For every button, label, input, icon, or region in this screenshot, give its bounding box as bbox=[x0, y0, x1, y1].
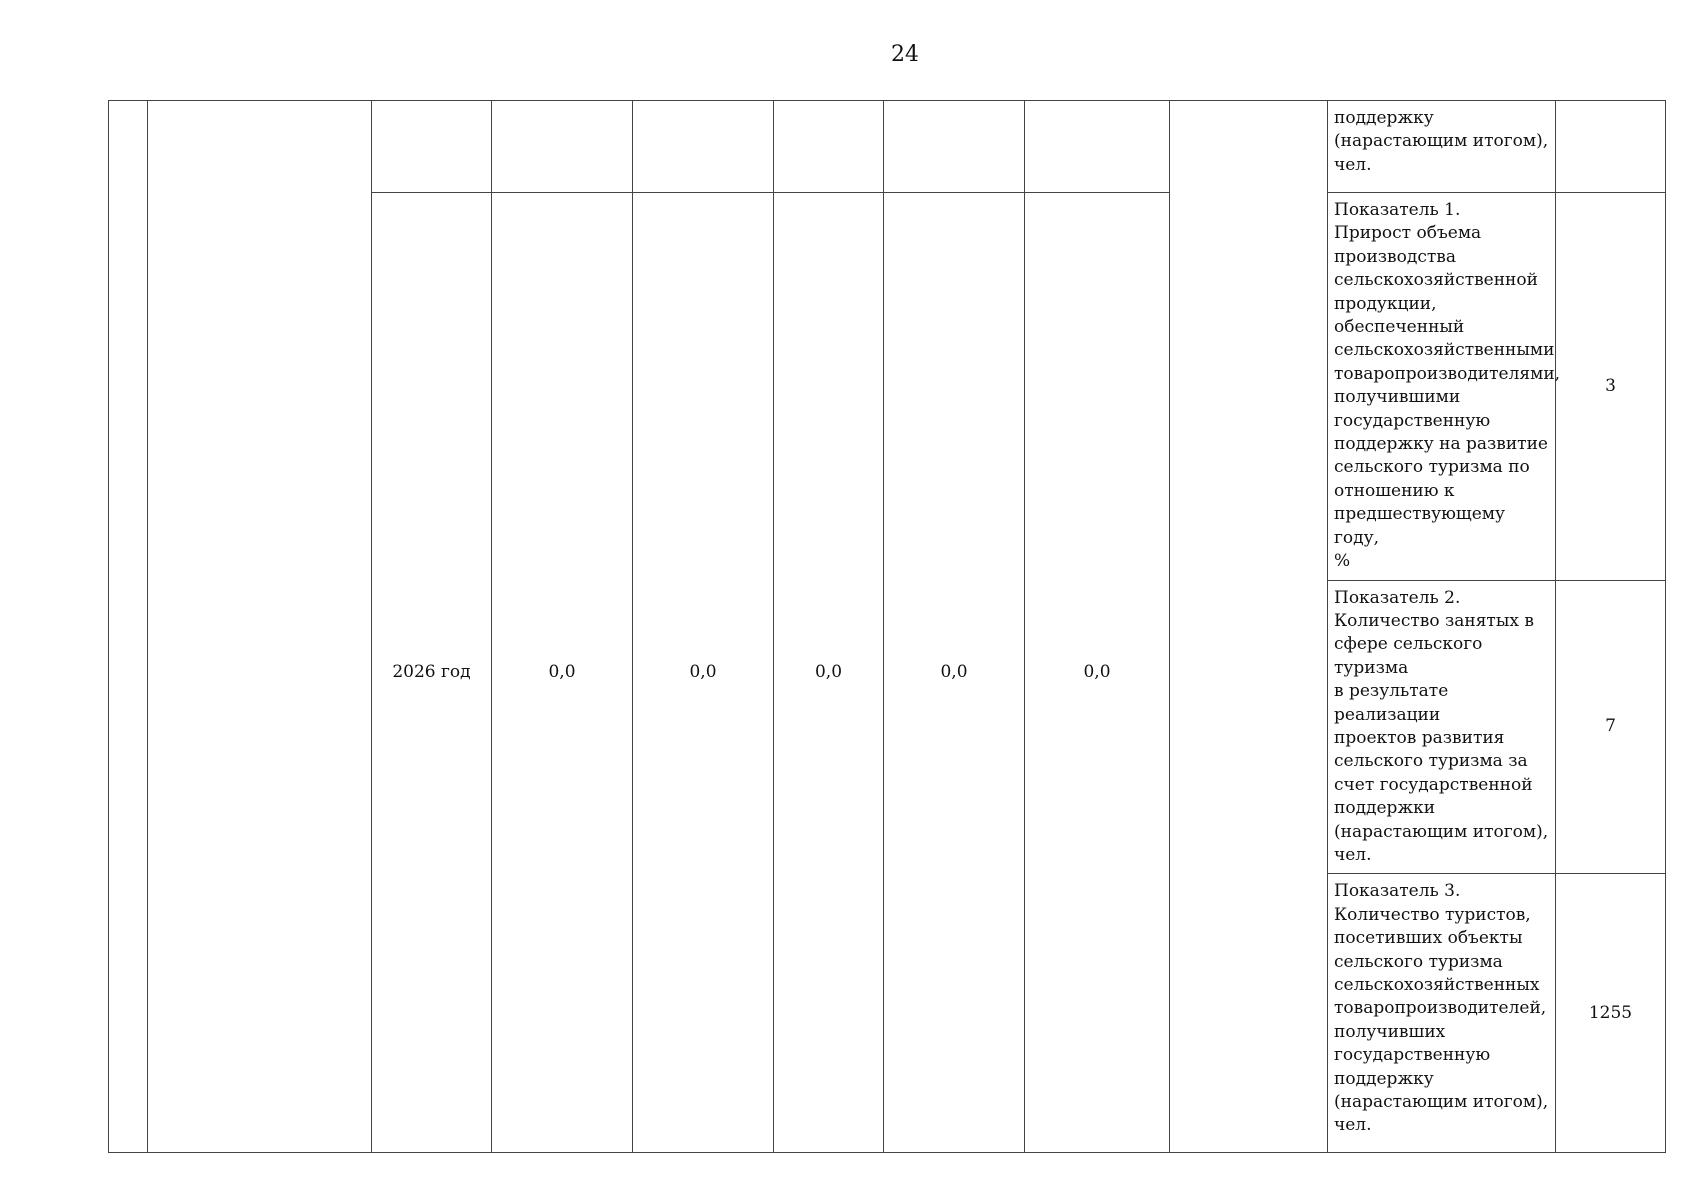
indicator-text: поддержку (нарастающим итогом), чел. bbox=[1334, 108, 1549, 175]
year-cell: 2026 год bbox=[372, 193, 492, 1153]
program-table bbox=[108, 100, 1666, 1153]
year-cell-empty bbox=[372, 101, 492, 193]
amount-cell: 0,0 bbox=[633, 193, 774, 1153]
amount-cell-empty bbox=[1025, 101, 1170, 193]
indicator-value-cell: 1255 bbox=[1556, 874, 1666, 1153]
indicator-cell bbox=[1328, 580, 1556, 874]
indicator-cell bbox=[1328, 101, 1556, 193]
number-cell bbox=[109, 101, 148, 1153]
amount-cell-empty bbox=[633, 101, 774, 193]
amount-cell: 0,0 bbox=[884, 193, 1025, 1153]
name-cell bbox=[148, 101, 372, 1153]
page-number: 24 bbox=[891, 42, 919, 67]
amount-cell-empty bbox=[492, 101, 633, 193]
indicator-value-cell bbox=[1556, 101, 1666, 193]
indicator-text: Показатель 3. Количество туристов, посетивших объекты сельского туризма сельскохозяйственных товаропроизводителей, получивших государственную поддержку (нарастающим итогом), чел. bbox=[1334, 881, 1549, 1136]
amount-cell: 0,0 bbox=[774, 193, 884, 1153]
indicator-text: Показатель 1. Прирост объема производства сельскохозяйственной продукции, обеспеченный сельскохозяйственными товаропроизводителями, получившими государственную поддержку на развитие сельского туризма по отношению к предшествующему году, % bbox=[1334, 200, 1561, 572]
table-row bbox=[109, 101, 1666, 193]
responsible-cell bbox=[1170, 101, 1328, 1153]
amount-cell: 0,0 bbox=[492, 193, 633, 1153]
indicator-text: Показатель 2. Количество занятых в сфере сельского туризма в результате реализации проектов развития сельского туризма за счет государственной поддержки (нарастающим итогом), чел. bbox=[1334, 587, 1549, 865]
amount-cell-empty bbox=[884, 101, 1025, 193]
amount-cell-empty bbox=[774, 101, 884, 193]
indicator-cell bbox=[1328, 193, 1561, 581]
indicator-value-cell: 7 bbox=[1556, 580, 1666, 874]
indicator-cell bbox=[1328, 874, 1556, 1153]
indicator-value-cell: 3 bbox=[1556, 193, 1666, 581]
amount-cell: 0,0 bbox=[1025, 193, 1170, 1153]
